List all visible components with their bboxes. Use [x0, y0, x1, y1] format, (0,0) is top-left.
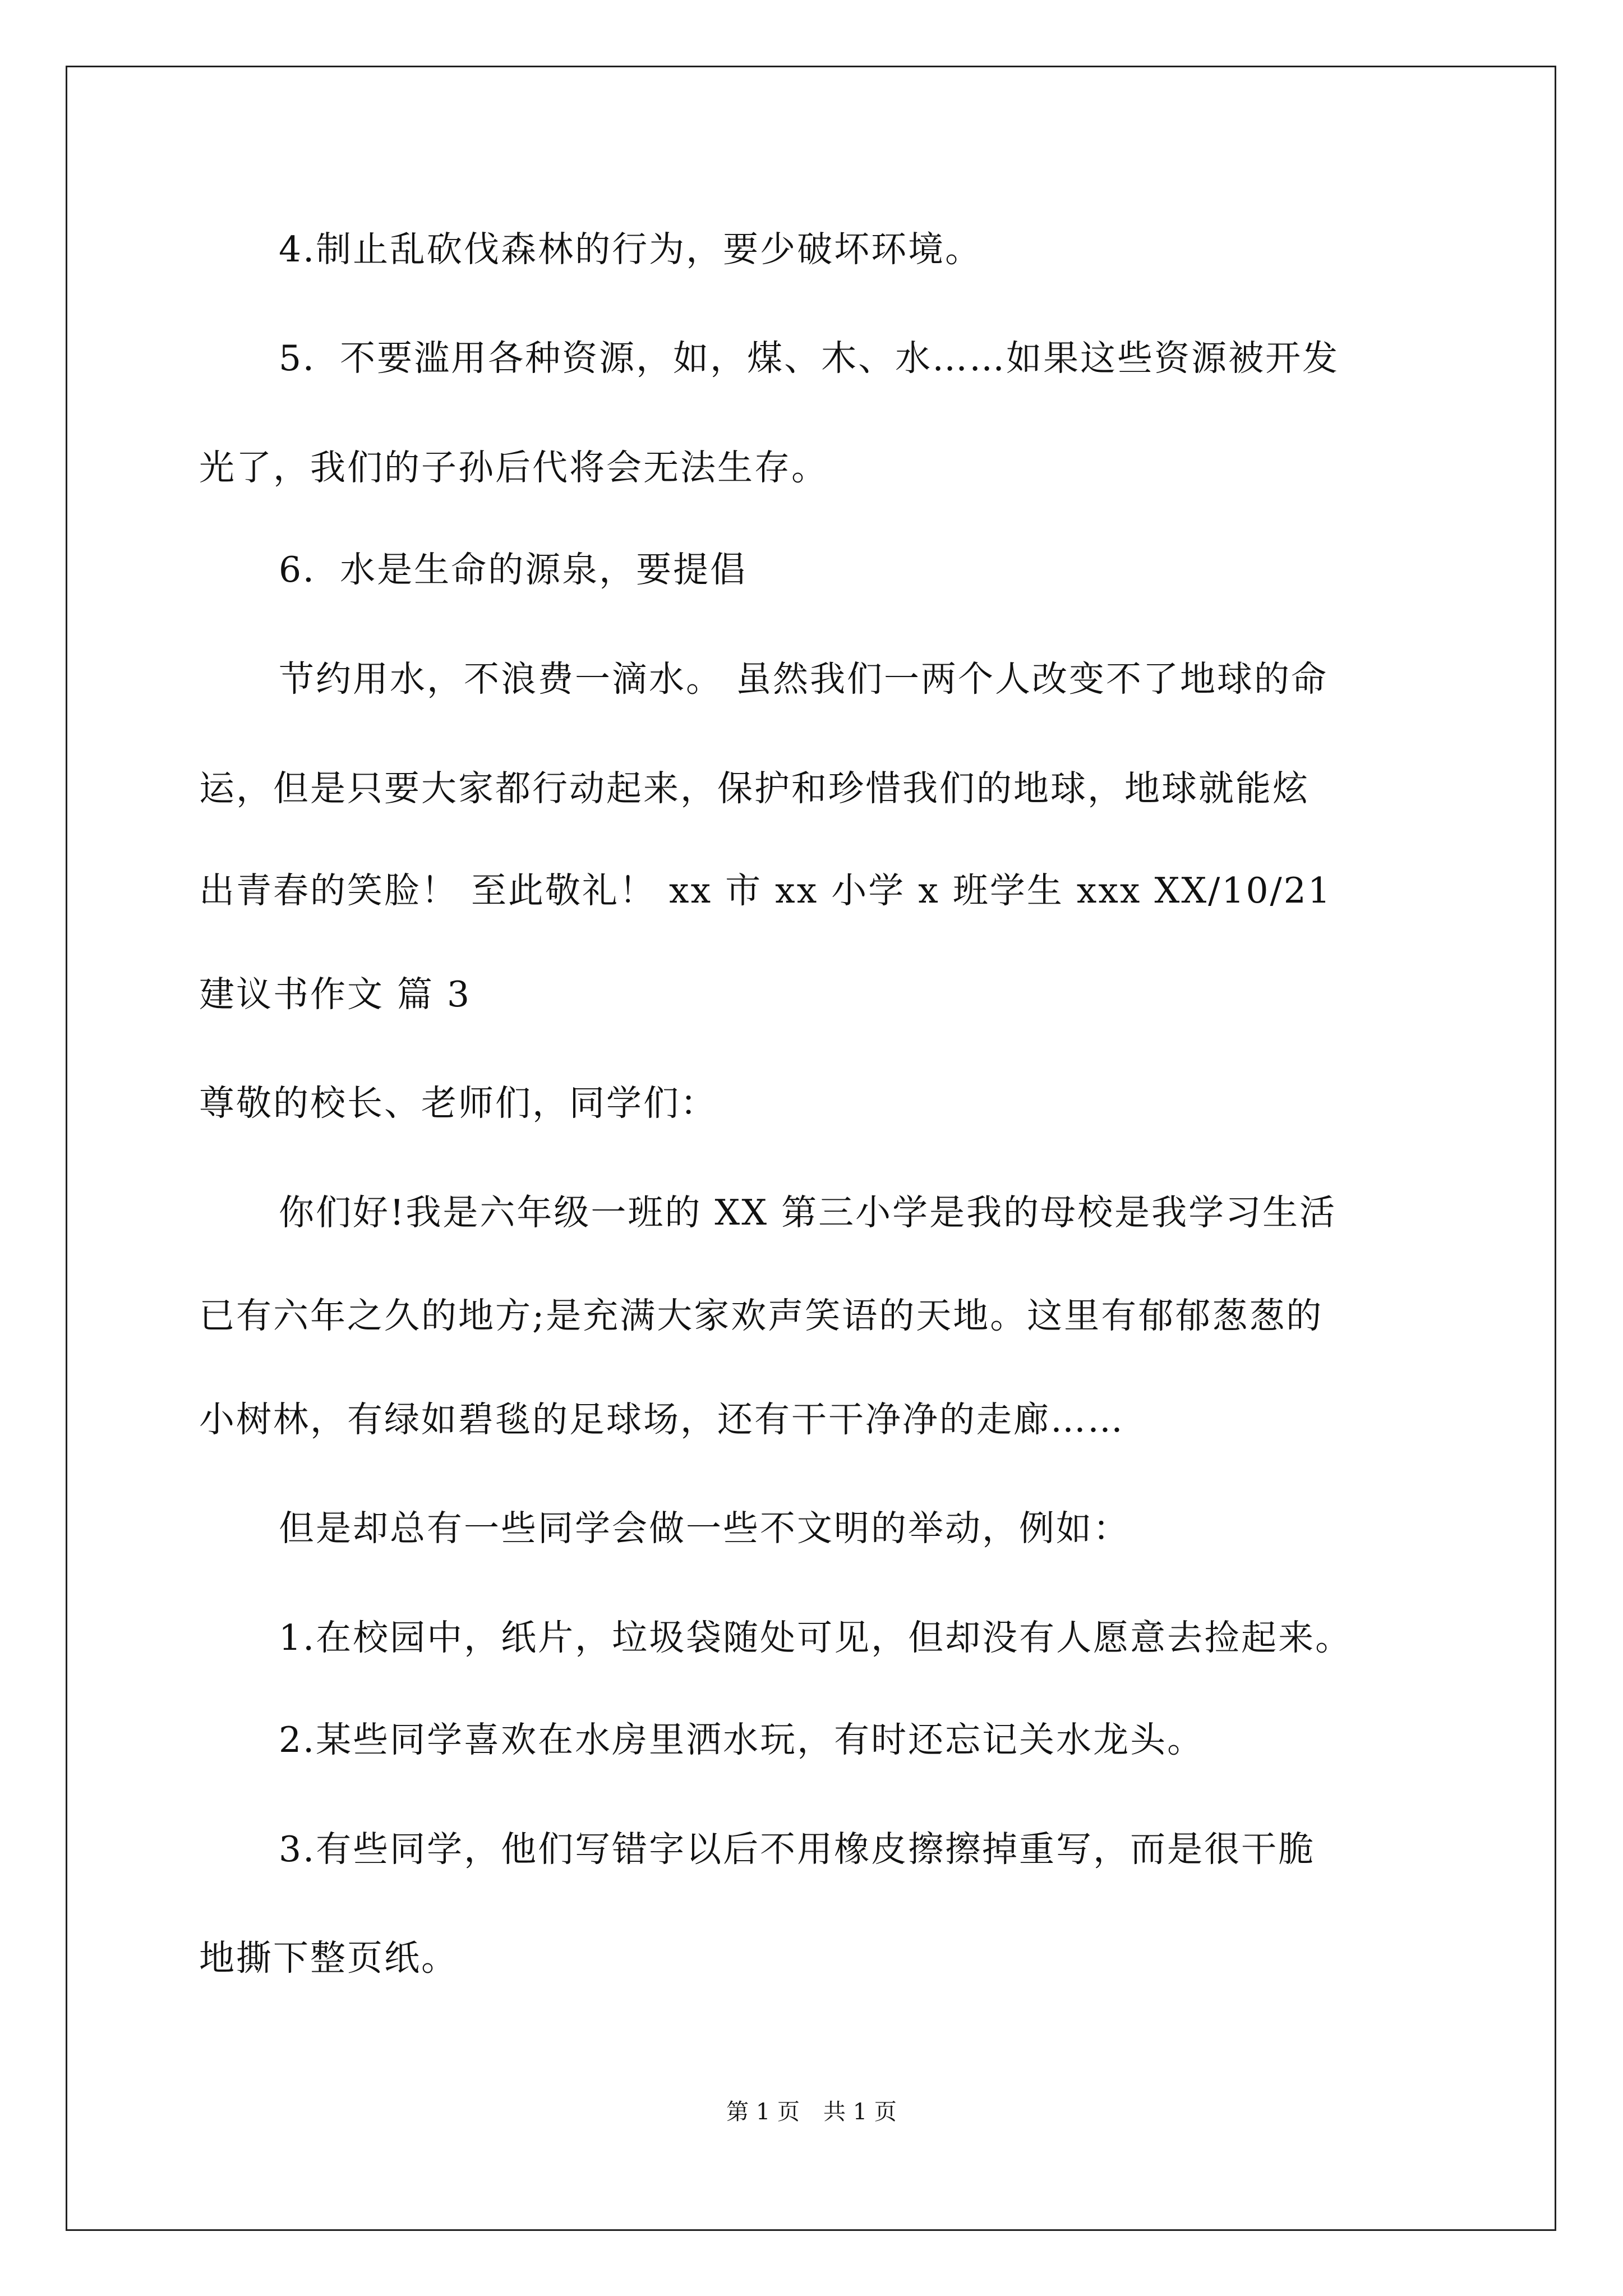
- text-line-5: 节约用水，不浪费一滴水。 虽然我们一两个人改变不了地球的命: [279, 659, 1329, 700]
- text-line-4: 6．水是生命的源泉，要提倡: [279, 549, 748, 590]
- text-line-10: 你们好!我是六年级一班的 XX 第三小学是我的母校是我学习生活: [279, 1192, 1337, 1233]
- text-line-13: 但是却总有一些同学会做一些不文明的举动，例如：: [279, 1508, 1130, 1549]
- text-line-16: 3.有些同学，他们写错字以后不用橡皮擦擦掉重写，而是很干脆: [279, 1829, 1316, 1870]
- text-line-12: 小树林，有绿如碧毯的足球场，还有干干净净的走廊……: [199, 1399, 1124, 1440]
- section-heading: 建议书作文 篇 3: [199, 974, 472, 1015]
- text-line-1: 4.制止乱砍伐森林的行为，要少破坏环境。: [279, 229, 983, 270]
- page-number: 第 1 页: [726, 2099, 800, 2125]
- page-total: 共 1 页: [823, 2099, 897, 2125]
- text-line-11: 已有六年之久的地方;是充满大家欢声笑语的天地。这里有郁郁葱葱的: [199, 1295, 1324, 1336]
- text-line-3: 光了，我们的子孙后代将会无法生存。: [199, 447, 828, 488]
- salutation: 尊敬的校长、老师们，同学们：: [199, 1083, 717, 1124]
- text-line-6: 运，但是只要大家都行动起来，保护和珍惜我们的地球，地球就能炫: [199, 768, 1310, 809]
- text-line-15: 2.某些同学喜欢在水房里洒水玩，有时还忘记关水龙头。: [279, 1719, 1205, 1760]
- page-footer: [0, 2098, 1623, 2126]
- text-line-14: 1.在校园中，纸片，垃圾袋随处可见，但却没有人愿意去捡起来。: [279, 1617, 1353, 1658]
- text-line-17: 地撕下整页纸。: [199, 1938, 458, 1978]
- text-line-7: 出青春的笑脸！ 至此敬礼！ xx 市 xx 小学 x 班学生 xxx XX/10/21: [199, 870, 1332, 911]
- text-line-2: 5．不要滥用各种资源，如，煤、木、水……如果这些资源被开发: [279, 338, 1340, 379]
- page-border: [66, 66, 1556, 2231]
